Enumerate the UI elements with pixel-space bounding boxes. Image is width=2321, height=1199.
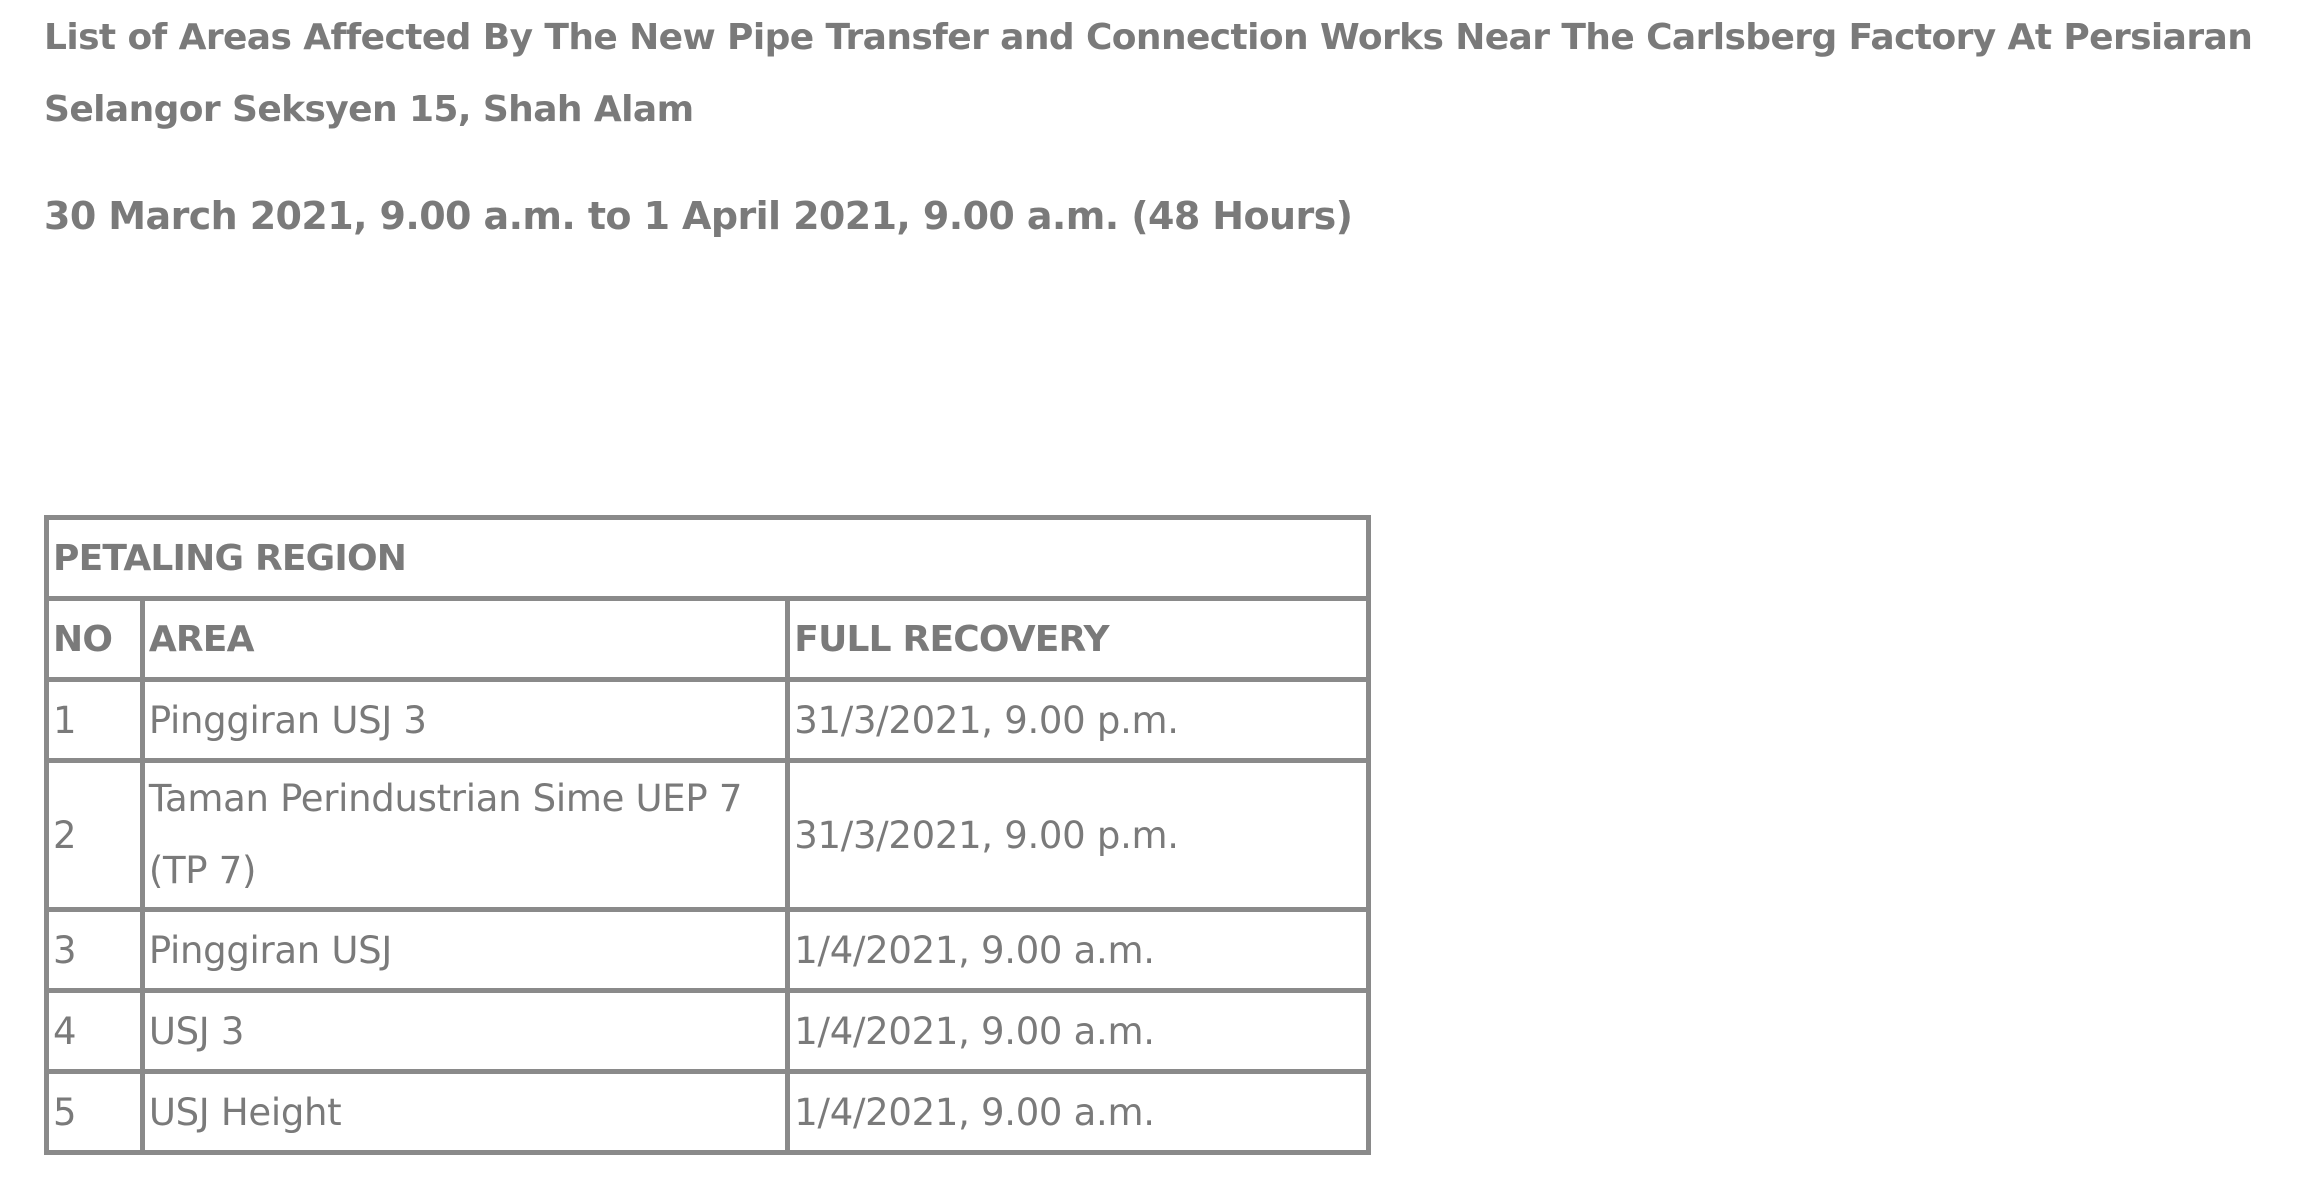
column-header-area: AREA	[142, 599, 787, 680]
row-number: 1	[47, 680, 143, 761]
table-row	[47, 991, 1369, 1072]
row-recovery: 31/3/2021, 9.00 p.m.	[788, 761, 1369, 910]
row-area: Taman Perindustrian Sime UEP 7 (TP 7)	[142, 761, 787, 910]
row-number: 5	[47, 1072, 143, 1153]
row-area: USJ 3	[142, 991, 787, 1072]
row-number: 2	[47, 761, 143, 910]
row-area: USJ Height	[142, 1072, 787, 1153]
row-area: Pinggiran USJ	[142, 910, 787, 991]
affected-areas-table	[44, 515, 1371, 1155]
table-region-row	[47, 518, 1369, 599]
row-area: Pinggiran USJ 3	[142, 680, 787, 761]
row-recovery: 1/4/2021, 9.00 a.m.	[788, 991, 1369, 1072]
table-row	[47, 680, 1369, 761]
row-recovery: 1/4/2021, 9.00 a.m.	[788, 910, 1369, 991]
row-number: 3	[47, 910, 143, 991]
row-recovery: 1/4/2021, 9.00 a.m.	[788, 1072, 1369, 1153]
table-row	[47, 1072, 1369, 1153]
row-number: 4	[47, 991, 143, 1072]
article-content	[44, 0, 2294, 252]
region-heading: PETALING REGION	[47, 518, 1369, 599]
schedule-text: 30 March 2021, 9.00 a.m. to 1 April 2021, 9.00 a.m. (48 Hours)	[44, 194, 1353, 238]
table-row	[47, 761, 1369, 910]
column-header-recovery: FULL RECOVERY	[788, 599, 1369, 680]
column-header-no: NO	[47, 599, 143, 680]
table-header-row	[47, 599, 1369, 680]
row-recovery: 31/3/2021, 9.00 p.m.	[788, 680, 1369, 761]
page-title: List of Areas Affected By The New Pipe Transfer and Connection Works Near The Carlsberg Factory At Persiaran Selangor Seksyen 15, Shah Alam	[44, 17, 2253, 130]
table-row	[47, 910, 1369, 991]
